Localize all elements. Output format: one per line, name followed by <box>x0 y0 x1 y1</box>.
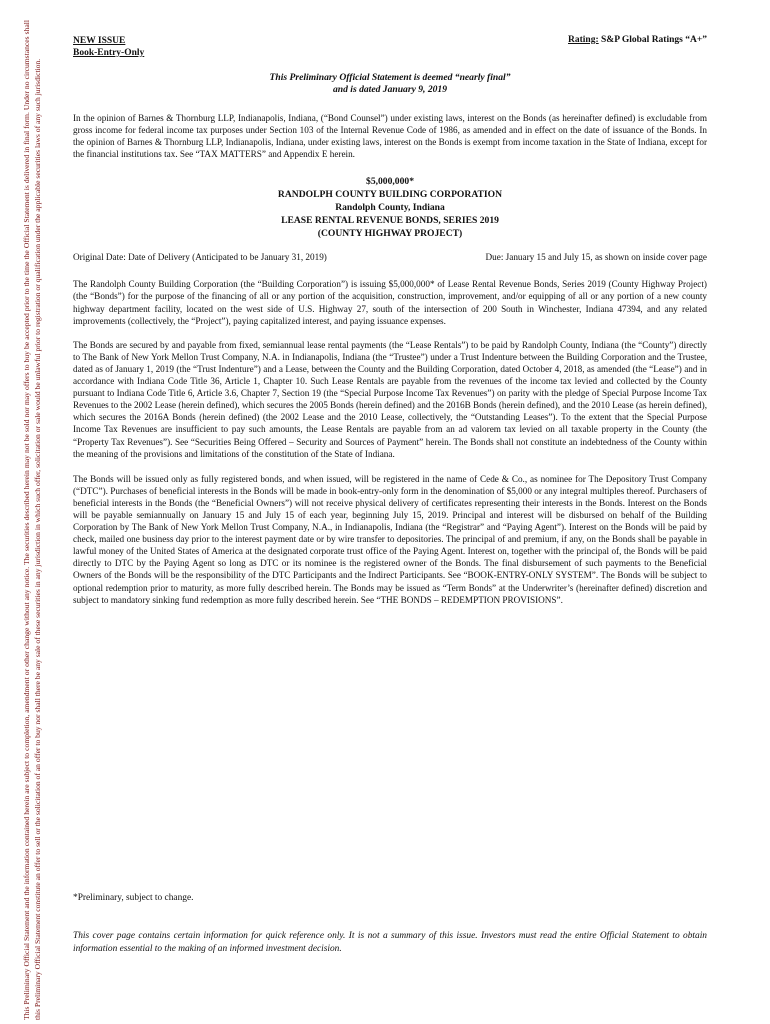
new-issue-label: NEW ISSUE <box>73 36 126 46</box>
series-name: LEASE RENTAL REVENUE BONDS, SERIES 2019 <box>281 215 499 227</box>
body-paragraph: The Bonds will be issued only as fully registered bonds, and when issued, will be registered in the name of Cede & Co., as nominee for The Depository Trust Company (“DTC”). Purchases of beneficial interests in the Bonds will be made in book-entry-only form in the denomination of $5,000 or any integral multiples thereof. Purchasers of beneficial interests in the Bonds (the “Beneficial Owners”) will not receive physical delivery of certificates representing their interests in the Bonds. Interest on the Bonds will be payable semiannually on January 15 and July 15 of each year, beginning July 15, 2019. Principal and interest will be disbursed on behalf of the Building Corporation by The Bank of New York Mellon Trust Company, N.A., in Indianapolis, Indiana (the “Registrar” and “Paying Agent”). Interest on the Bonds will be paid by check, mailed one business day prior to the interest payment date or by wire transfer to depositories. The principal of and premium, if any, on the Bonds shall be payable in lawful money of the United States of America at the designated corporate trust office of the Paying Agent. Interest on, together with the principal of, the Bonds will be paid directly to DTC by the Paying Agent so long as DTC or its nominee is the registered owner of the Bonds. The final disbursement of such payments to the Beneficial Owners of the Bonds will be the responsibility of the DTC Participants and the Indirect Participants. See “BOOK-ENTRY-ONLY SYSTEM”. The Bonds will be subject to optional redemption prior to maturity, as more fully described herein. The Bonds may be issued as “Term Bonds” at the Underwriter’s (hereinafter defined) discretion and subject to mandatory sinking fund redemption as more fully described herein. See “THE BONDS – REDEMPTION PROVISIONS”. <box>73 473 707 605</box>
bond-amount: $5,000,000* <box>366 176 414 188</box>
rating-value: S&P Global Ratings “A+” <box>601 35 707 45</box>
issuer-name: RANDOLPH COUNTY BUILDING CORPORATION <box>277 189 503 201</box>
project-name: (COUNTY HIGHWAY PROJECT) <box>317 228 463 240</box>
rating <box>568 35 707 45</box>
body-paragraph: The Bonds are secured by and payable from fixed, semiannual lease rental payments (the “Lease Rentals”) to be paid by Randolph County, Indiana (the “County”) directly to The Bank of New York Mellon Trust Company, N.A. in Indianapolis, Indiana (the “Trustee”) under a Trust Indenture between the Building Corporation and the Trustee, dated as of January 1, 2019 (the “Trust Indenture”) and a Lease, between the County and the Building Corporation, dated October 4, 2018, as amended (the “Lease”) and in accordance with Indiana Code Title 36, Article 1, Chapter 10. Such Lease Rentals are payable from the revenues of the income tax levied and collected by the County pursuant to Indiana Code Title 6, Article 3.6, Chapter 7, Section 19 (the “Special Purpose Income Tax Revenues”) on parity with the pledge of Special Purpose Income Tax Revenues to the 2002 Lease (herein defined), which secures the 2005 Bonds (herein defined) and the 2016B Bonds (herein defined), and the 2010 Lease (as herein defined), which secures the 2016A Bonds (herein defined) (the 2002 Lease and the 2010 Lease, collectively, the “Outstanding Leases”). To the extent that the Special Purpose Income Tax Revenues are insufficient to pay such amounts, the Lease Rentals are payable from an ad valorem tax levied on all taxable property in the County (the “Property Tax Revenues”). See “Securities Being Offered – Security and Sources of Payment” herein. The Bonds shall not constitute an indebtedness of the County within the meaning of the provisions and limitations of the constitution of the State of Indiana. <box>73 339 707 459</box>
due-dates: Due: January 15 and July 15, as shown on inside cover page <box>485 252 707 263</box>
rating-label: Rating: <box>568 35 599 45</box>
bond-title-block <box>73 175 707 240</box>
county-name: Randolph County, Indiana <box>335 202 445 214</box>
dates-row <box>73 252 707 266</box>
original-date: Original Date: Date of Delivery (Anticipated to be January 31, 2019) <box>73 252 327 263</box>
preliminary-line-2: and is dated January 9, 2019 <box>332 84 448 95</box>
header <box>73 30 707 60</box>
body-paragraph: The Randolph County Building Corporation (the “Building Corporation”) is issuing $5,000,000* of Lease Rental Revenue Bonds, Series 2019 (County Highway Project) (the “Bonds”) for the purpose of the financing of all or any portion of the acquisition, construction, improvement, and/or equipping of all or any portion of a new county highway department facility, located on the west side of U.S. Highway 27, south of the intersection of 200 South in Winchester, Indiana 47394, and any related improvements (collectively, the “Project”), paying capitalized interest, and paying issuance expenses. <box>73 279 707 326</box>
cover-disclaimer: This cover page contains certain information for quick reference only. It is not a summary of this issue. Investors must read the entire Official Statement to obtain information essential to the making of an informed investment decision. <box>73 931 707 954</box>
preliminary-statement-side-notice: This Preliminary Official Statement and the information contained herein are subject to completion, amendment or other change without any notice. The securities described herein may not be sold nor may offers to buy be accepted prior to the time the Official Statement is delivered in final form. Under no circumstances shall this Preliminary Official Statement constitute an offer to sell or the solicitation of an offer to buy nor shall there be any sale of these securities in any jurisdiction in which such offer, solicitation or sale would be unlawful prior to registration or qualification under the applicable securities laws of any such jurisdiction. <box>22 20 42 1020</box>
issue-type <box>73 35 144 59</box>
cover-page <box>73 30 707 606</box>
preliminary-footnote: *Preliminary, subject to change. <box>73 893 194 903</box>
bond-counsel-opinion: In the opinion of Barnes & Thornburg LLP, Indianapolis, Indiana, (“Bond Counsel”) under existing laws, interest on the Bonds (as hereinafter defined) is excludable from gross income for federal income tax purposes under Section 103 of the Internal Revenue Code of 1986, as amended and in effect on the date of issuance of the Bonds. In the opinion of Barnes & Thornburg LLP, Indianapolis, Indiana, under existing laws, interest on the Bonds is exempt from income taxation in the State of Indiana, except for the financial institutions tax. See “TAX MATTERS” and Appendix E herein. <box>73 113 707 160</box>
preliminary-line-1: This Preliminary Official Statement is deemed “nearly final” <box>269 72 511 83</box>
book-entry-label: Book-Entry-Only <box>73 48 145 58</box>
preliminary-notice <box>73 72 707 96</box>
